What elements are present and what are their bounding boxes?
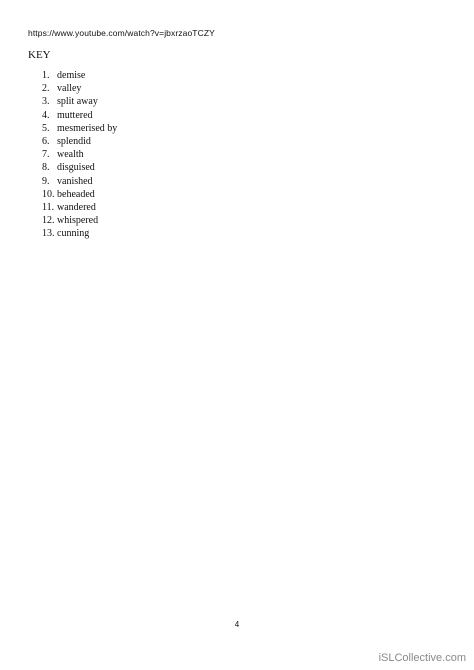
page-number: 4 (234, 620, 240, 629)
list-item (42, 69, 117, 82)
item-number: 4. (42, 109, 50, 121)
item-word: beheaded (57, 188, 95, 200)
list-item (42, 188, 117, 201)
watermark: iSLCollective.com (378, 652, 466, 664)
list-item (42, 135, 117, 148)
item-number: 3. (42, 96, 50, 108)
list-item (42, 227, 117, 240)
list-item (42, 95, 117, 108)
item-word: mesmerised by (57, 122, 118, 134)
item-number: 5. (42, 122, 50, 134)
item-word: cunning (57, 228, 90, 240)
item-word: wandered (57, 202, 96, 214)
video-url: https://www.youtube.com/watch?v=jbxrzaoTCZY (28, 28, 215, 38)
key-title: KEY (28, 49, 51, 61)
item-word: split away (57, 96, 98, 108)
item-number: 11. (42, 202, 55, 214)
item-word: wealth (57, 149, 84, 161)
list-item (42, 214, 117, 227)
item-word: vanished (57, 175, 93, 187)
item-number: 6. (42, 136, 50, 148)
item-word: muttered (57, 109, 93, 121)
item-word: disguised (57, 162, 95, 174)
list-item (42, 175, 117, 188)
answer-key-list (42, 69, 117, 241)
list-item (42, 161, 117, 174)
list-item (42, 122, 117, 135)
item-word: demise (57, 70, 86, 81)
item-word: valley (57, 83, 82, 95)
item-number: 7. (42, 149, 50, 161)
list-item (42, 82, 117, 95)
item-word: whispered (57, 215, 99, 227)
item-number: 9. (42, 175, 50, 187)
list-item (42, 109, 117, 122)
item-number: 1. (42, 70, 50, 81)
item-number: 2. (42, 83, 50, 95)
item-number: 8. (42, 162, 50, 174)
item-number: 13. (42, 228, 55, 240)
item-word: splendid (57, 136, 91, 148)
item-number: 10. (42, 188, 55, 200)
list-item (42, 148, 117, 161)
item-number: 12. (42, 215, 55, 227)
list-item (42, 201, 117, 214)
